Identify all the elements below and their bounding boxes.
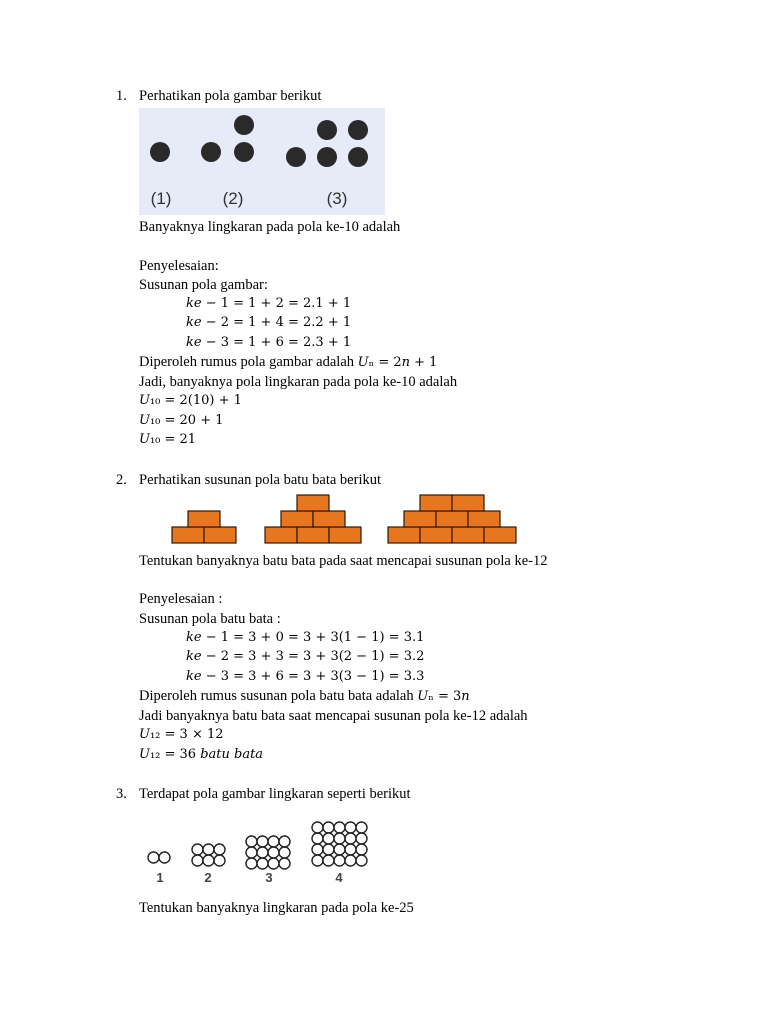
dot [150, 142, 170, 162]
q1-conclusion: Jadi, banyaknya pola lingkaran pada pola ke-10 adalah [139, 374, 458, 390]
q1-dot-pattern-figure [139, 108, 385, 215]
pattern-circle [356, 844, 367, 855]
pattern-circle [279, 847, 290, 858]
brick [172, 527, 204, 543]
figure-label-1: 1 [156, 870, 164, 885]
pattern-circle [192, 855, 203, 866]
q1-solution-title: Penyelesaian: [139, 258, 219, 274]
brick [297, 495, 329, 511]
pattern-circle [246, 858, 257, 869]
q2-step-2: 𝑈₁₂ = 36 𝑏𝑎𝑡𝑢 𝑏𝑎𝑡𝑎 [139, 747, 264, 762]
q1-prompt: Perhatikan pola gambar berikut [139, 88, 322, 104]
pattern-circle [203, 855, 214, 866]
pattern-circle [345, 844, 356, 855]
pattern-circle [334, 855, 345, 866]
q1-formula-text: Diperoleh rumus pola gambar adalah [139, 354, 355, 370]
q1-question: Banyaknya lingkaran pada pola ke-10 adalah [139, 219, 401, 235]
pattern-circle [334, 833, 345, 844]
pattern-circle [214, 855, 225, 866]
pattern-circle [257, 858, 268, 869]
q3-circle-pattern-figure [140, 818, 380, 888]
q2-arrangement-title: Susunan pola batu bata : [139, 611, 281, 627]
dot [348, 147, 368, 167]
pattern-circle [268, 858, 279, 869]
pattern-circle [356, 822, 367, 833]
pattern-circle [257, 847, 268, 858]
q3-question: Tentukan banyaknya lingkaran pada pola ke-25 [139, 900, 414, 916]
q2-formula-line [139, 687, 470, 706]
pattern-circle [356, 855, 367, 866]
pattern-circle [268, 847, 279, 858]
pattern-circle [323, 822, 334, 833]
pattern-circle [246, 847, 257, 858]
brick [313, 511, 345, 527]
q1-row-1: 𝑘𝑒 − 1 = 1 + 2 = 2.1 + 1 [186, 296, 352, 311]
dot [317, 147, 337, 167]
pattern-circle [279, 858, 290, 869]
q1-formula-line [139, 353, 437, 372]
q3-prompt: Terdapat pola gambar lingkaran seperti berikut [139, 786, 411, 802]
pattern-circle [345, 855, 356, 866]
pattern-circle [246, 836, 257, 847]
pattern-circle [279, 836, 290, 847]
dot [234, 115, 254, 135]
brick [420, 495, 452, 511]
pattern-circle [148, 852, 159, 863]
brick [484, 527, 516, 543]
q1-number: 1. [116, 88, 127, 104]
pattern-circle [323, 855, 334, 866]
pattern-circle [159, 852, 170, 863]
pattern-circle [323, 833, 334, 844]
dot [201, 142, 221, 162]
q1-step-2: 𝑈₁₀ = 20 + 1 [139, 413, 224, 428]
q1-row-3: 𝑘𝑒 − 3 = 1 + 6 = 2.3 + 1 [186, 335, 352, 350]
q2-formula: 𝑈ₙ = 3𝑛 [417, 689, 470, 704]
figure-label-2: (2) [222, 189, 244, 208]
pattern-circle [323, 844, 334, 855]
q1-step-1: 𝑈₁₀ = 2(10) + 1 [139, 393, 242, 408]
q2-question: Tentukan banyaknya batu bata pada saat mencapai susunan pola ke-12 [139, 553, 548, 569]
brick [452, 527, 484, 543]
pattern-circle [334, 822, 345, 833]
brick [404, 511, 436, 527]
brick [468, 511, 500, 527]
q2-solution-title: Penyelesaian : [139, 591, 223, 607]
dot [317, 120, 337, 140]
q3-number: 3. [116, 786, 127, 802]
pattern-circle [356, 833, 367, 844]
q2-row-2: 𝑘𝑒 − 2 = 3 + 3 = 3 + 3(2 − 1) = 3.2 [186, 649, 425, 664]
pattern-circle [203, 844, 214, 855]
q1-row-2: 𝑘𝑒 − 2 = 1 + 4 = 2.2 + 1 [186, 315, 352, 330]
brick [281, 511, 313, 527]
brick [452, 495, 484, 511]
pattern-circle [268, 836, 279, 847]
pattern-circle [312, 844, 323, 855]
brick [265, 527, 297, 543]
pattern-circle [345, 822, 356, 833]
q2-number: 2. [116, 472, 127, 488]
pattern-circle [214, 844, 225, 855]
q2-brick-pattern-figure [168, 493, 520, 545]
dot [348, 120, 368, 140]
figure-label-3: 3 [265, 870, 273, 885]
figure-label-2: 2 [204, 870, 212, 885]
pattern-circle [312, 855, 323, 866]
brick [188, 511, 220, 527]
q2-step-1: 𝑈₁₂ = 3 × 12 [139, 727, 224, 742]
q2-row-3: 𝑘𝑒 − 3 = 3 + 6 = 3 + 3(3 − 1) = 3.3 [186, 669, 425, 684]
figure-label-1: (1) [150, 189, 172, 208]
pattern-circle [312, 833, 323, 844]
q1-arrangement-title: Susunan pola gambar: [139, 277, 268, 293]
pattern-circle [257, 836, 268, 847]
brick [297, 527, 329, 543]
q1-formula: 𝑈ₙ = 2𝑛 + 1 [357, 355, 438, 370]
q1-step-3: 𝑈₁₀ = 21 [139, 432, 197, 447]
brick [436, 511, 468, 527]
brick [204, 527, 236, 543]
q2-formula-text: Diperoleh rumus susunan pola batu bata adalah [139, 688, 414, 704]
dot [234, 142, 254, 162]
brick [420, 527, 452, 543]
figure-label-3: (3) [326, 189, 348, 208]
dot [286, 147, 306, 167]
q2-prompt: Perhatikan susunan pola batu bata berikut [139, 472, 382, 488]
pattern-circle [334, 844, 345, 855]
q2-conclusion: Jadi banyaknya batu bata saat mencapai susunan pola ke-12 adalah [139, 708, 528, 724]
pattern-circle [192, 844, 203, 855]
q2-row-1: 𝑘𝑒 − 1 = 3 + 0 = 3 + 3(1 − 1) = 3.1 [186, 630, 425, 645]
pattern-circle [312, 822, 323, 833]
pattern-circle [345, 833, 356, 844]
figure-label-4: 4 [335, 870, 343, 885]
brick [329, 527, 361, 543]
figure-background [139, 108, 385, 215]
brick [388, 527, 420, 543]
